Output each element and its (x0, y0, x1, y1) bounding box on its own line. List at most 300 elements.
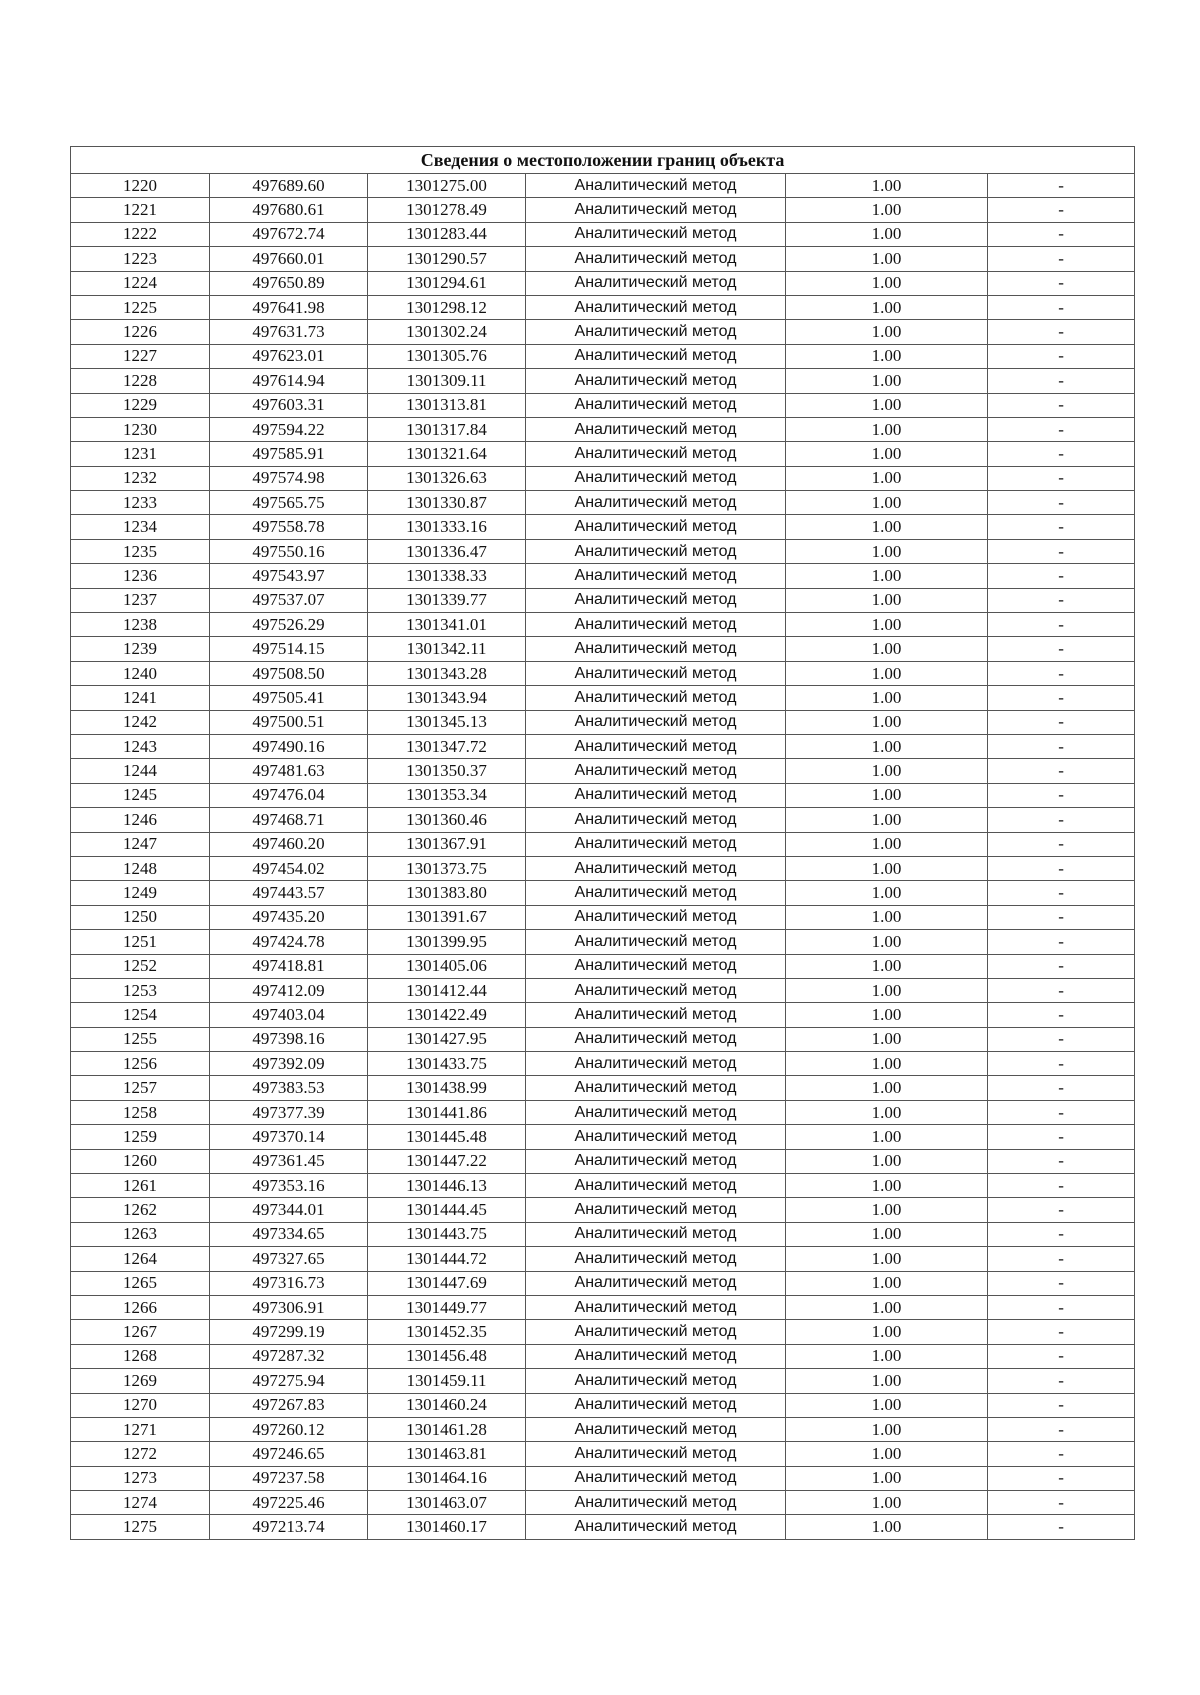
table-row (71, 930, 1135, 954)
point-number-cell: 1255 (71, 1027, 210, 1051)
accuracy-cell: 1.00 (786, 174, 988, 198)
accuracy-cell: 1.00 (786, 393, 988, 417)
description-cell: - (988, 1174, 1135, 1198)
x-coordinate-cell: 497403.04 (210, 1003, 368, 1027)
table-row (71, 1174, 1135, 1198)
x-coordinate-cell: 497689.60 (210, 174, 368, 198)
point-number-cell: 1261 (71, 1174, 210, 1198)
table-row (71, 1442, 1135, 1466)
x-coordinate-cell: 497213.74 (210, 1515, 368, 1539)
x-coordinate-cell: 497623.01 (210, 344, 368, 368)
y-coordinate-cell: 1301452.35 (368, 1320, 526, 1344)
y-coordinate-cell: 1301399.95 (368, 930, 526, 954)
description-cell: - (988, 954, 1135, 978)
y-coordinate-cell: 1301461.28 (368, 1417, 526, 1441)
description-cell: - (988, 515, 1135, 539)
accuracy-cell: 1.00 (786, 417, 988, 441)
table-row (71, 808, 1135, 832)
method-cell: Аналитический метод (526, 1076, 786, 1100)
y-coordinate-cell: 1301338.33 (368, 564, 526, 588)
point-number-cell: 1224 (71, 271, 210, 295)
y-coordinate-cell: 1301447.69 (368, 1271, 526, 1295)
point-number-cell: 1239 (71, 637, 210, 661)
table-row (71, 442, 1135, 466)
table-row (71, 1052, 1135, 1076)
x-coordinate-cell: 497287.32 (210, 1344, 368, 1368)
y-coordinate-cell: 1301339.77 (368, 588, 526, 612)
point-number-cell: 1260 (71, 1149, 210, 1173)
table-title: Сведения о местоположении границ объекта (71, 147, 1135, 174)
description-cell: - (988, 613, 1135, 637)
point-number-cell: 1236 (71, 564, 210, 588)
point-number-cell: 1267 (71, 1320, 210, 1344)
x-coordinate-cell: 497237.58 (210, 1466, 368, 1490)
x-coordinate-cell: 497435.20 (210, 905, 368, 929)
description-cell: - (988, 466, 1135, 490)
method-cell: Аналитический метод (526, 978, 786, 1002)
description-cell: - (988, 930, 1135, 954)
table-row (71, 1100, 1135, 1124)
x-coordinate-cell: 497481.63 (210, 759, 368, 783)
table-row (71, 1149, 1135, 1173)
accuracy-cell: 1.00 (786, 1515, 988, 1539)
y-coordinate-cell: 1301305.76 (368, 344, 526, 368)
x-coordinate-cell: 497353.16 (210, 1174, 368, 1198)
y-coordinate-cell: 1301447.22 (368, 1149, 526, 1173)
accuracy-cell: 1.00 (786, 808, 988, 832)
point-number-cell: 1220 (71, 174, 210, 198)
point-number-cell: 1263 (71, 1222, 210, 1246)
description-cell: - (988, 271, 1135, 295)
accuracy-cell: 1.00 (786, 466, 988, 490)
point-number-cell: 1265 (71, 1271, 210, 1295)
table-row (71, 539, 1135, 563)
accuracy-cell: 1.00 (786, 1247, 988, 1271)
accuracy-cell: 1.00 (786, 1369, 988, 1393)
x-coordinate-cell: 497565.75 (210, 491, 368, 515)
method-cell: Аналитический метод (526, 247, 786, 271)
accuracy-cell: 1.00 (786, 1344, 988, 1368)
accuracy-cell: 1.00 (786, 856, 988, 880)
description-cell: - (988, 369, 1135, 393)
table-row (71, 661, 1135, 685)
method-cell: Аналитический метод (526, 271, 786, 295)
point-number-cell: 1271 (71, 1417, 210, 1441)
table-row (71, 295, 1135, 319)
description-cell: - (988, 247, 1135, 271)
description-cell: - (988, 564, 1135, 588)
accuracy-cell: 1.00 (786, 1393, 988, 1417)
x-coordinate-cell: 497614.94 (210, 369, 368, 393)
table-row (71, 1320, 1135, 1344)
accuracy-cell: 1.00 (786, 369, 988, 393)
x-coordinate-cell: 497392.09 (210, 1052, 368, 1076)
x-coordinate-cell: 497660.01 (210, 247, 368, 271)
method-cell: Аналитический метод (526, 1222, 786, 1246)
accuracy-cell: 1.00 (786, 295, 988, 319)
point-number-cell: 1249 (71, 881, 210, 905)
method-cell: Аналитический метод (526, 1198, 786, 1222)
y-coordinate-cell: 1301321.64 (368, 442, 526, 466)
point-number-cell: 1235 (71, 539, 210, 563)
description-cell: - (988, 442, 1135, 466)
point-number-cell: 1225 (71, 295, 210, 319)
x-coordinate-cell: 497672.74 (210, 222, 368, 246)
method-cell: Аналитический метод (526, 564, 786, 588)
description-cell: - (988, 734, 1135, 758)
method-cell: Аналитический метод (526, 344, 786, 368)
x-coordinate-cell: 497246.65 (210, 1442, 368, 1466)
y-coordinate-cell: 1301343.28 (368, 661, 526, 685)
accuracy-cell: 1.00 (786, 637, 988, 661)
description-cell: - (988, 1369, 1135, 1393)
method-cell: Аналитический метод (526, 417, 786, 441)
x-coordinate-cell: 497327.65 (210, 1247, 368, 1271)
method-cell: Аналитический метод (526, 1052, 786, 1076)
table-row (71, 491, 1135, 515)
description-cell: - (988, 198, 1135, 222)
accuracy-cell: 1.00 (786, 1003, 988, 1027)
description-cell: - (988, 1344, 1135, 1368)
table-row (71, 1515, 1135, 1539)
x-coordinate-cell: 497650.89 (210, 271, 368, 295)
accuracy-cell: 1.00 (786, 930, 988, 954)
x-coordinate-cell: 497306.91 (210, 1295, 368, 1319)
table-row (71, 978, 1135, 1002)
table-row (71, 1491, 1135, 1515)
y-coordinate-cell: 1301391.67 (368, 905, 526, 929)
table-row (71, 1076, 1135, 1100)
method-cell: Аналитический метод (526, 1466, 786, 1490)
point-number-cell: 1232 (71, 466, 210, 490)
point-number-cell: 1244 (71, 759, 210, 783)
accuracy-cell: 1.00 (786, 1295, 988, 1319)
point-number-cell: 1245 (71, 783, 210, 807)
description-cell: - (988, 1222, 1135, 1246)
y-coordinate-cell: 1301443.75 (368, 1222, 526, 1246)
table-row (71, 1271, 1135, 1295)
y-coordinate-cell: 1301463.07 (368, 1491, 526, 1515)
table-title-row (71, 147, 1135, 174)
point-number-cell: 1272 (71, 1442, 210, 1466)
method-cell: Аналитический метод (526, 1442, 786, 1466)
method-cell: Аналитический метод (526, 1320, 786, 1344)
description-cell: - (988, 832, 1135, 856)
point-number-cell: 1240 (71, 661, 210, 685)
method-cell: Аналитический метод (526, 491, 786, 515)
y-coordinate-cell: 1301422.49 (368, 1003, 526, 1027)
x-coordinate-cell: 497398.16 (210, 1027, 368, 1051)
x-coordinate-cell: 497370.14 (210, 1125, 368, 1149)
method-cell: Аналитический метод (526, 856, 786, 880)
table-row (71, 1466, 1135, 1490)
table-row (71, 1198, 1135, 1222)
table-row (71, 759, 1135, 783)
accuracy-cell: 1.00 (786, 320, 988, 344)
y-coordinate-cell: 1301294.61 (368, 271, 526, 295)
x-coordinate-cell: 497537.07 (210, 588, 368, 612)
x-coordinate-cell: 497443.57 (210, 881, 368, 905)
table-row (71, 686, 1135, 710)
table-row (71, 320, 1135, 344)
method-cell: Аналитический метод (526, 1174, 786, 1198)
table-row (71, 393, 1135, 417)
accuracy-cell: 1.00 (786, 686, 988, 710)
x-coordinate-cell: 497476.04 (210, 783, 368, 807)
point-number-cell: 1230 (71, 417, 210, 441)
y-coordinate-cell: 1301427.95 (368, 1027, 526, 1051)
x-coordinate-cell: 497334.65 (210, 1222, 368, 1246)
method-cell: Аналитический метод (526, 1149, 786, 1173)
point-number-cell: 1268 (71, 1344, 210, 1368)
method-cell: Аналитический метод (526, 466, 786, 490)
x-coordinate-cell: 497585.91 (210, 442, 368, 466)
y-coordinate-cell: 1301412.44 (368, 978, 526, 1002)
table-row (71, 856, 1135, 880)
description-cell: - (988, 759, 1135, 783)
x-coordinate-cell: 497225.46 (210, 1491, 368, 1515)
x-coordinate-cell: 497260.12 (210, 1417, 368, 1441)
accuracy-cell: 1.00 (786, 1320, 988, 1344)
method-cell: Аналитический метод (526, 954, 786, 978)
accuracy-cell: 1.00 (786, 905, 988, 929)
method-cell: Аналитический метод (526, 686, 786, 710)
description-cell: - (988, 856, 1135, 880)
y-coordinate-cell: 1301405.06 (368, 954, 526, 978)
description-cell: - (988, 588, 1135, 612)
description-cell: - (988, 1247, 1135, 1271)
point-number-cell: 1256 (71, 1052, 210, 1076)
point-number-cell: 1241 (71, 686, 210, 710)
method-cell: Аналитический метод (526, 637, 786, 661)
y-coordinate-cell: 1301444.72 (368, 1247, 526, 1271)
x-coordinate-cell: 497641.98 (210, 295, 368, 319)
x-coordinate-cell: 497550.16 (210, 539, 368, 563)
method-cell: Аналитический метод (526, 174, 786, 198)
method-cell: Аналитический метод (526, 881, 786, 905)
method-cell: Аналитический метод (526, 320, 786, 344)
point-number-cell: 1259 (71, 1125, 210, 1149)
table-row (71, 222, 1135, 246)
x-coordinate-cell: 497377.39 (210, 1100, 368, 1124)
table-row (71, 1344, 1135, 1368)
table-row (71, 1247, 1135, 1271)
y-coordinate-cell: 1301333.16 (368, 515, 526, 539)
description-cell: - (988, 1393, 1135, 1417)
accuracy-cell: 1.00 (786, 734, 988, 758)
x-coordinate-cell: 497574.98 (210, 466, 368, 490)
table-row (71, 1295, 1135, 1319)
description-cell: - (988, 1442, 1135, 1466)
table-row (71, 344, 1135, 368)
description-cell: - (988, 174, 1135, 198)
table-row (71, 1393, 1135, 1417)
point-number-cell: 1228 (71, 369, 210, 393)
y-coordinate-cell: 1301444.45 (368, 1198, 526, 1222)
method-cell: Аналитический метод (526, 930, 786, 954)
table-row (71, 1222, 1135, 1246)
x-coordinate-cell: 497361.45 (210, 1149, 368, 1173)
y-coordinate-cell: 1301283.44 (368, 222, 526, 246)
y-coordinate-cell: 1301383.80 (368, 881, 526, 905)
method-cell: Аналитический метод (526, 198, 786, 222)
x-coordinate-cell: 497500.51 (210, 710, 368, 734)
y-coordinate-cell: 1301367.91 (368, 832, 526, 856)
method-cell: Аналитический метод (526, 808, 786, 832)
accuracy-cell: 1.00 (786, 198, 988, 222)
accuracy-cell: 1.00 (786, 978, 988, 1002)
point-number-cell: 1274 (71, 1491, 210, 1515)
y-coordinate-cell: 1301445.48 (368, 1125, 526, 1149)
table-row (71, 1027, 1135, 1051)
x-coordinate-cell: 497468.71 (210, 808, 368, 832)
description-cell: - (988, 1125, 1135, 1149)
description-cell: - (988, 637, 1135, 661)
point-number-cell: 1246 (71, 808, 210, 832)
accuracy-cell: 1.00 (786, 661, 988, 685)
description-cell: - (988, 344, 1135, 368)
table-row (71, 832, 1135, 856)
method-cell: Аналитический метод (526, 1369, 786, 1393)
x-coordinate-cell: 497514.15 (210, 637, 368, 661)
accuracy-cell: 1.00 (786, 759, 988, 783)
description-cell: - (988, 1320, 1135, 1344)
table-row (71, 954, 1135, 978)
y-coordinate-cell: 1301341.01 (368, 613, 526, 637)
method-cell: Аналитический метод (526, 295, 786, 319)
description-cell: - (988, 1149, 1135, 1173)
y-coordinate-cell: 1301336.47 (368, 539, 526, 563)
x-coordinate-cell: 497424.78 (210, 930, 368, 954)
point-number-cell: 1254 (71, 1003, 210, 1027)
description-cell: - (988, 539, 1135, 563)
method-cell: Аналитический метод (526, 661, 786, 685)
method-cell: Аналитический метод (526, 905, 786, 929)
accuracy-cell: 1.00 (786, 271, 988, 295)
table-row (71, 783, 1135, 807)
x-coordinate-cell: 497603.31 (210, 393, 368, 417)
accuracy-cell: 1.00 (786, 1149, 988, 1173)
accuracy-cell: 1.00 (786, 1271, 988, 1295)
description-cell: - (988, 417, 1135, 441)
point-number-cell: 1247 (71, 832, 210, 856)
y-coordinate-cell: 1301347.72 (368, 734, 526, 758)
description-cell: - (988, 978, 1135, 1002)
accuracy-cell: 1.00 (786, 222, 988, 246)
method-cell: Аналитический метод (526, 1100, 786, 1124)
description-cell: - (988, 881, 1135, 905)
accuracy-cell: 1.00 (786, 539, 988, 563)
point-number-cell: 1250 (71, 905, 210, 929)
y-coordinate-cell: 1301438.99 (368, 1076, 526, 1100)
accuracy-cell: 1.00 (786, 247, 988, 271)
method-cell: Аналитический метод (526, 613, 786, 637)
accuracy-cell: 1.00 (786, 344, 988, 368)
method-cell: Аналитический метод (526, 1247, 786, 1271)
x-coordinate-cell: 497508.50 (210, 661, 368, 685)
x-coordinate-cell: 497316.73 (210, 1271, 368, 1295)
method-cell: Аналитический метод (526, 710, 786, 734)
method-cell: Аналитический метод (526, 539, 786, 563)
x-coordinate-cell: 497267.83 (210, 1393, 368, 1417)
description-cell: - (988, 1076, 1135, 1100)
point-number-cell: 1269 (71, 1369, 210, 1393)
table-row (71, 637, 1135, 661)
point-number-cell: 1273 (71, 1466, 210, 1490)
method-cell: Аналитический метод (526, 832, 786, 856)
y-coordinate-cell: 1301330.87 (368, 491, 526, 515)
point-number-cell: 1226 (71, 320, 210, 344)
y-coordinate-cell: 1301350.37 (368, 759, 526, 783)
y-coordinate-cell: 1301460.17 (368, 1515, 526, 1539)
table-row (71, 417, 1135, 441)
method-cell: Аналитический метод (526, 1003, 786, 1027)
y-coordinate-cell: 1301441.86 (368, 1100, 526, 1124)
method-cell: Аналитический метод (526, 588, 786, 612)
description-cell: - (988, 1466, 1135, 1490)
table-body (71, 174, 1135, 1540)
point-number-cell: 1266 (71, 1295, 210, 1319)
accuracy-cell: 1.00 (786, 442, 988, 466)
table-row (71, 613, 1135, 637)
table-row (71, 564, 1135, 588)
x-coordinate-cell: 497383.53 (210, 1076, 368, 1100)
table-row (71, 174, 1135, 198)
method-cell: Аналитический метод (526, 734, 786, 758)
description-cell: - (988, 1027, 1135, 1051)
description-cell: - (988, 1295, 1135, 1319)
table-row (71, 734, 1135, 758)
point-number-cell: 1270 (71, 1393, 210, 1417)
y-coordinate-cell: 1301298.12 (368, 295, 526, 319)
y-coordinate-cell: 1301464.16 (368, 1466, 526, 1490)
point-number-cell: 1231 (71, 442, 210, 466)
method-cell: Аналитический метод (526, 1344, 786, 1368)
description-cell: - (988, 1515, 1135, 1539)
point-number-cell: 1233 (71, 491, 210, 515)
method-cell: Аналитический метод (526, 1125, 786, 1149)
y-coordinate-cell: 1301290.57 (368, 247, 526, 271)
table-row (71, 905, 1135, 929)
x-coordinate-cell: 497543.97 (210, 564, 368, 588)
description-cell: - (988, 905, 1135, 929)
point-number-cell: 1258 (71, 1100, 210, 1124)
point-number-cell: 1257 (71, 1076, 210, 1100)
accuracy-cell: 1.00 (786, 1027, 988, 1051)
y-coordinate-cell: 1301459.11 (368, 1369, 526, 1393)
accuracy-cell: 1.00 (786, 1198, 988, 1222)
point-number-cell: 1252 (71, 954, 210, 978)
y-coordinate-cell: 1301463.81 (368, 1442, 526, 1466)
accuracy-cell: 1.00 (786, 1442, 988, 1466)
table-row (71, 1003, 1135, 1027)
x-coordinate-cell: 497526.29 (210, 613, 368, 637)
method-cell: Аналитический метод (526, 442, 786, 466)
description-cell: - (988, 222, 1135, 246)
description-cell: - (988, 661, 1135, 685)
point-number-cell: 1223 (71, 247, 210, 271)
table-row (71, 198, 1135, 222)
y-coordinate-cell: 1301275.00 (368, 174, 526, 198)
accuracy-cell: 1.00 (786, 1076, 988, 1100)
point-number-cell: 1275 (71, 1515, 210, 1539)
y-coordinate-cell: 1301343.94 (368, 686, 526, 710)
y-coordinate-cell: 1301360.46 (368, 808, 526, 832)
table-row (71, 369, 1135, 393)
description-cell: - (988, 1417, 1135, 1441)
point-number-cell: 1243 (71, 734, 210, 758)
accuracy-cell: 1.00 (786, 1417, 988, 1441)
